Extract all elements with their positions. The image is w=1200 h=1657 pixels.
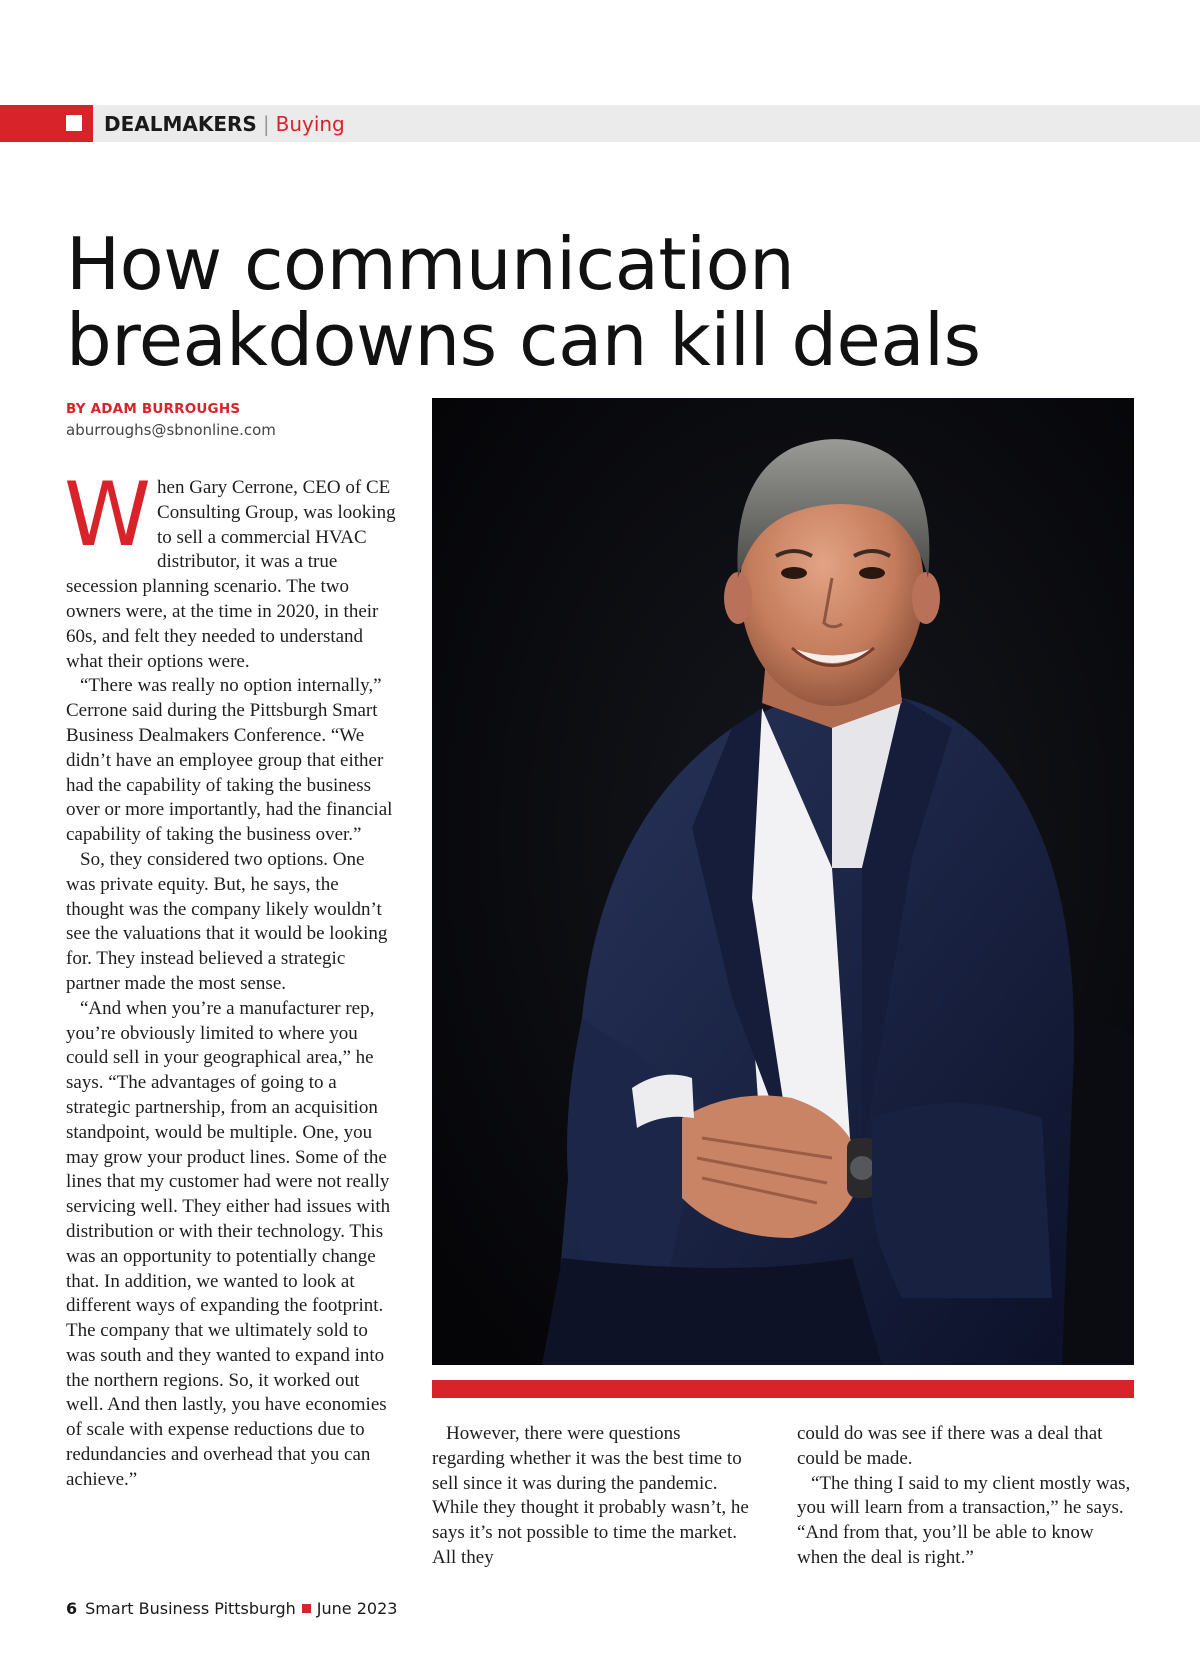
section-label xyxy=(104,111,345,137)
body-paragraph xyxy=(64,463,398,674)
drop-cap: W xyxy=(64,463,152,566)
section-separator: | xyxy=(262,112,270,136)
paragraph-text: hen Gary Cerrone, CEO of CE Consulting Group, was looking to sell a commercial HVAC distributor, it was a true secession planning scenario. The two owners were, at the time in 2020, in their 60s, and felt they needed to understand what their options were. xyxy=(66,477,396,672)
page-number: 6 xyxy=(66,1599,78,1618)
headline-line-2: breakdowns can kill deals xyxy=(66,298,981,382)
headline-line-1: How communication xyxy=(66,222,795,306)
issue-date: June 2023 xyxy=(316,1599,398,1618)
body-column-right xyxy=(797,1422,1137,1571)
article-headline xyxy=(66,222,1146,382)
body-column-left xyxy=(64,463,398,1493)
portrait-photo xyxy=(432,398,1134,1365)
page-footer xyxy=(66,1599,397,1618)
body-paragraph: So, they considered two options. One was private equity. But, he says, the thought was the company likely wouldn’t see the valuations that it would be looking for. They instead believed a strategic partner made the most sense. xyxy=(66,848,388,994)
author-byline: BY ADAM BURROUGHS xyxy=(66,401,241,417)
photo-accent-rule xyxy=(432,1380,1134,1398)
body-column-middle xyxy=(432,1422,752,1571)
body-paragraph: “There was really no option internally,” Cerrone said during the Pittsburgh Smart Business Dealmakers Conference. “We didn’t have an employee group that either had the capability of taking the business over or more importantly, had the financial capability of taking the business over.” xyxy=(66,675,393,846)
body-paragraph: “And when you’re a manufacturer rep, you’re obviously limited to where you could sell in your geographical area,” he says. “The advantages of going to a strategic partnership, from an acquisition standpoint, would be multiple. One, you may grow your product lines. Some of the lines that my customer had were not really servicing well. They either had issues with distribution or with their technology. This was an opportunity to potentially change that. In addition, we wanted to look at different ways of expanding the footprint. The company that we ultimately sold to was south and they wanted to expand into the northern regions. So, it worked out well. And then lastly, you have economies of scale with expense reductions due to redundancies and overhead that you can achieve.” xyxy=(66,997,391,1490)
body-paragraph: “The thing I said to my client mostly was, you will learn from a transaction,” he says. “And from that, you’ll be able to know when the deal is right.” xyxy=(797,1472,1131,1568)
section-name: DEALMAKERS xyxy=(104,112,257,136)
body-paragraph: However, there were questions regarding whether it was the best time to sell since it was during the pandemic. While they thought it probably wasn’t, he says it’s not possible to time the market. All they xyxy=(432,1423,749,1568)
publication-name: Smart Business Pittsburgh xyxy=(85,1599,296,1618)
section-square-icon xyxy=(66,115,82,131)
body-paragraph: could do was see if there was a deal that could be made. xyxy=(797,1423,1103,1469)
section-subsection: Buying xyxy=(275,112,345,136)
author-email: aburroughs@sbnonline.com xyxy=(66,421,276,439)
section-bar xyxy=(0,105,1200,142)
section-accent-block xyxy=(0,105,93,142)
footer-square-icon xyxy=(302,1604,311,1613)
portrait-illustration xyxy=(432,398,1134,1365)
